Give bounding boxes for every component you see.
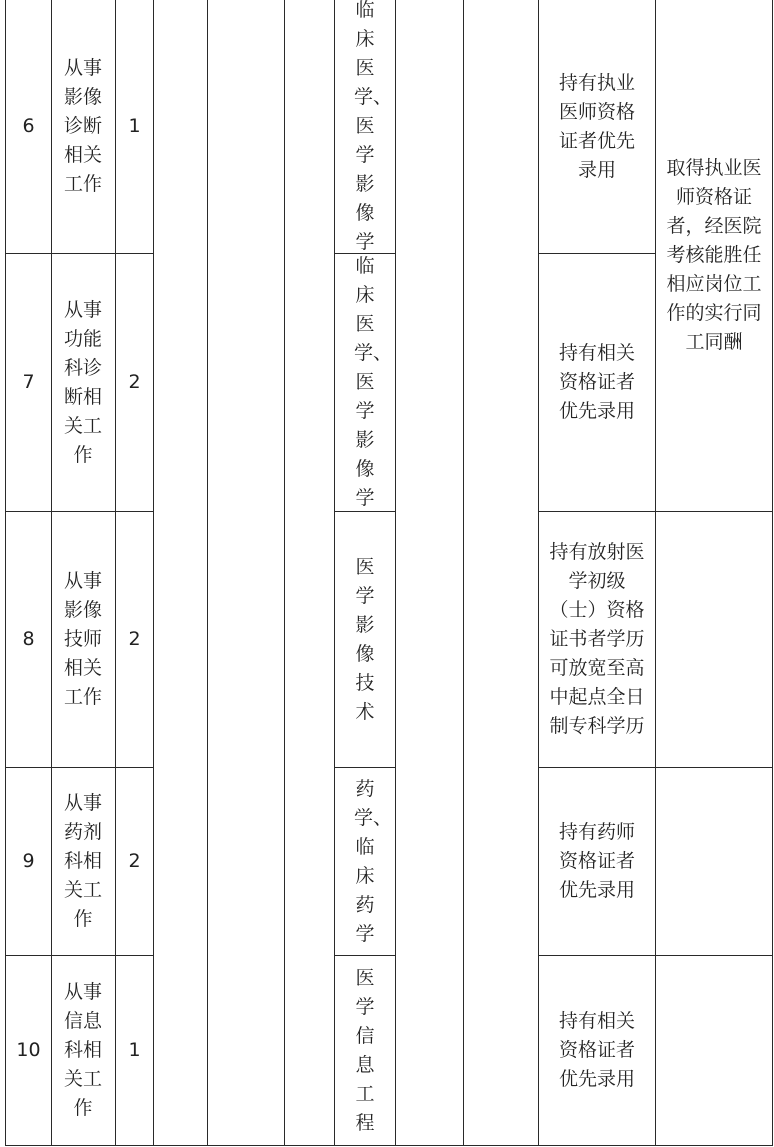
requirement-text: 持有相关资格证者优先录用 [558,1010,635,1090]
other-requirement [539,254,655,511]
col-line [772,0,773,1145]
major-requirement [335,0,395,253]
col-line [153,0,154,1145]
major-requirement [335,512,395,767]
position-name: 从事功能科诊断相关工作 [63,298,102,466]
major-text: 临床医学、医学影像学 [354,255,393,509]
other-requirement [539,956,655,1145]
col-line [284,0,285,1145]
major-text: 医学影像技术 [355,555,375,723]
headcount: 1 [128,1039,141,1061]
headcount: 1 [128,115,141,137]
major-requirement [335,254,395,511]
row-number: 10 [16,1039,41,1061]
other-requirement [539,0,655,253]
position-name: 从事影像技师相关工作 [63,570,102,708]
requirement-text: 持有放射医学初级（士）资格证书者学历可放宽至高中起点全日制专科学历 [549,541,645,737]
remark-text: 取得执业医师资格证者，经医院考核能胜任相应岗位工作的实行同工同酬 [666,157,762,353]
major-requirement [335,956,395,1145]
major-text: 药学、临床药学 [354,777,393,945]
major-text: 医学信息工程 [355,966,375,1134]
col-line [51,0,52,1145]
col-line [463,0,464,1145]
requirement-text: 持有执业医师资格证者优先录用 [558,71,635,181]
row-number: 8 [22,628,35,650]
col-line [207,0,208,1145]
remark-cell [656,0,772,511]
position-name: 从事信息科相关工作 [63,981,102,1119]
col-line [395,0,396,1145]
headcount: 2 [128,371,141,393]
row-number: 6 [22,115,35,137]
table-bottom-line [5,1145,773,1146]
row-number: 7 [22,371,35,393]
major-requirement [335,768,395,955]
requirement-text: 持有药师资格证者优先录用 [558,821,635,901]
requirement-text: 持有相关资格证者优先录用 [558,342,635,422]
row-number: 9 [22,850,35,872]
headcount: 2 [128,850,141,872]
other-requirement [539,512,655,767]
other-requirement [539,768,655,955]
headcount: 2 [128,628,141,650]
position-name: 从事影像诊断相关工作 [63,57,102,195]
position-name: 从事药剂科相关工作 [63,792,102,930]
major-text: 临床医学、医学影像学 [354,0,393,253]
